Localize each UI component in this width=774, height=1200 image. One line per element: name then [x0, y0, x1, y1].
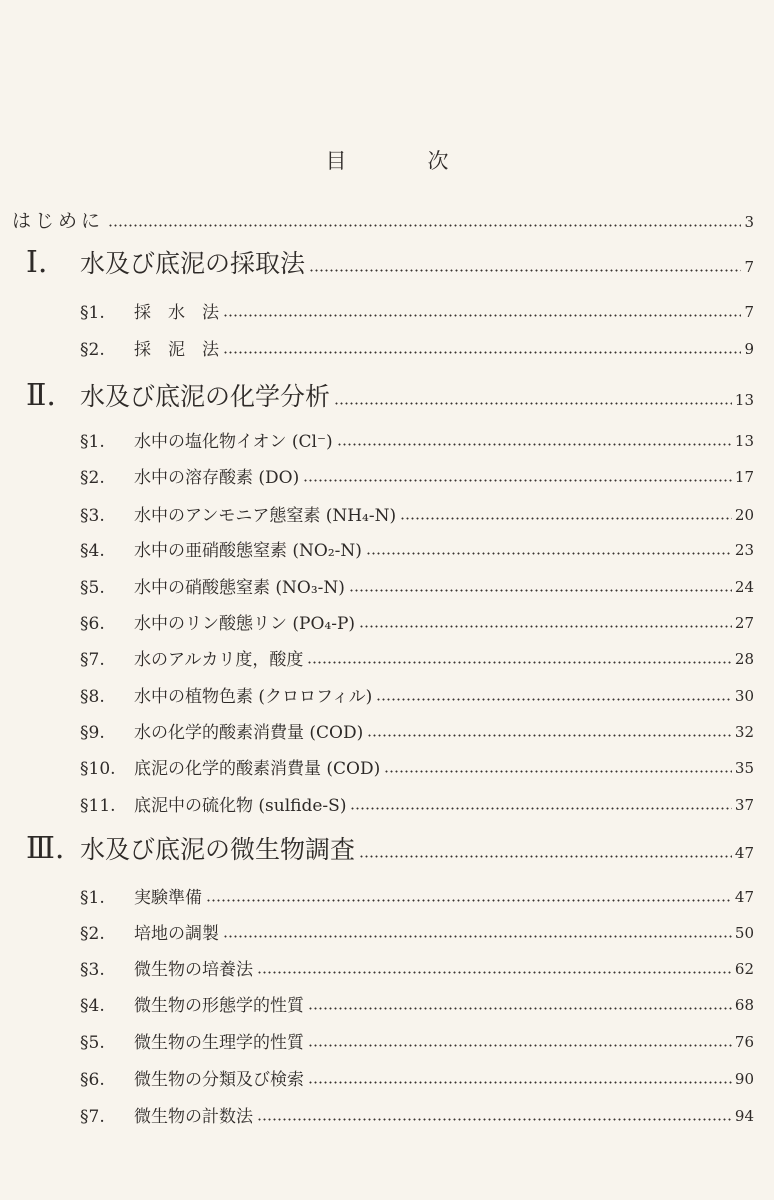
dot-leader	[384, 770, 732, 773]
entry-title: 水中の塩化物イオン (Cl⁻)	[134, 432, 333, 452]
toc-entry[interactable]	[0, 606, 774, 636]
page-number: 3	[744, 213, 754, 231]
page-number: 24	[734, 578, 754, 596]
dot-leader	[309, 269, 741, 272]
entry-number: §10.	[80, 759, 116, 779]
page-number: 76	[734, 1033, 754, 1051]
toc-entry[interactable]	[0, 245, 774, 280]
entry-title: 水中の溶存酸素 (DO)	[134, 468, 300, 488]
entry-title: 水のアルカリ度，酸度	[134, 650, 304, 670]
page-number: 37	[734, 796, 754, 814]
dot-leader	[334, 402, 732, 405]
entry-number: Ⅲ.	[26, 831, 65, 866]
entry-number: §4.	[80, 996, 105, 1016]
dot-leader	[349, 589, 732, 592]
toc-entry[interactable]	[0, 952, 774, 982]
entry-title: 水中の亜硝酸態窒素 (NO₂-N)	[134, 541, 362, 561]
toc-entry[interactable]	[0, 788, 774, 818]
dot-leader	[223, 935, 732, 938]
entry-title: 水中の植物色素 (クロロフィル)	[134, 687, 373, 707]
entry-number: §2.	[80, 468, 105, 488]
entry-title: 微生物の培養法	[134, 960, 253, 980]
page-number: 9	[744, 340, 754, 358]
entry-title: 微生物の計数法	[134, 1107, 253, 1127]
entry-number: §4.	[80, 541, 105, 561]
toc-entry[interactable]	[0, 751, 774, 781]
toc-entry[interactable]	[0, 916, 774, 946]
toc-entry[interactable]	[0, 831, 774, 866]
toc-entry[interactable]	[0, 460, 774, 490]
entry-title: 微生物の分類及び検索	[134, 1070, 304, 1090]
entry-title: 微生物の形態学的性質	[134, 996, 304, 1016]
entry-title: 培地の調製	[134, 924, 219, 944]
entry-number: Ⅱ.	[26, 378, 56, 413]
page-number: 23	[734, 541, 754, 559]
page-number: 27	[734, 614, 754, 632]
entry-number: §1.	[80, 888, 105, 908]
page-number: 28	[734, 650, 754, 668]
page-number: 7	[744, 303, 754, 321]
dot-leader	[359, 855, 732, 858]
entry-title: 水中のアンモニア態窒素 (NH₄-N)	[134, 506, 397, 526]
entry-title: 水及び底泥の採取法	[80, 249, 306, 278]
entry-title: 水中の硝酸態窒素 (NO₃-N)	[134, 578, 345, 598]
page-number: 17	[734, 468, 754, 486]
toc-entry[interactable]	[0, 424, 774, 454]
dot-leader	[308, 1007, 732, 1010]
dot-leader	[337, 443, 732, 446]
entry-title: 採 泥 法	[134, 340, 219, 360]
page-number: 35	[734, 759, 754, 777]
entry-title: 水及び底泥の微生物調査	[80, 835, 356, 864]
entry-number: Ⅰ.	[26, 245, 48, 280]
dot-leader	[223, 314, 741, 317]
page-number: 13	[734, 391, 754, 409]
dot-leader	[206, 899, 732, 902]
dot-leader	[350, 807, 732, 810]
page-number: 94	[734, 1107, 754, 1125]
entry-title: 採 水 法	[134, 303, 219, 323]
dot-leader	[307, 661, 732, 664]
dot-leader	[376, 698, 732, 701]
entry-number: §6.	[80, 614, 105, 634]
dot-leader	[400, 517, 732, 520]
toc-entry[interactable]	[0, 295, 774, 325]
toc-entry[interactable]	[0, 988, 774, 1018]
dot-leader	[308, 1044, 732, 1047]
entry-title: 底泥の化学的酸素消費量 (COD)	[134, 759, 381, 779]
page-number: 90	[734, 1070, 754, 1088]
page-title: 目 次	[325, 149, 479, 173]
toc-entry[interactable]	[0, 1099, 774, 1129]
page-number: 62	[734, 960, 754, 978]
toc-entry[interactable]	[0, 679, 774, 709]
entry-number: §5.	[80, 578, 105, 598]
entry-number: §2.	[80, 924, 105, 944]
entry-title: 底泥中の硫化物 (sulfide-S)	[134, 796, 347, 816]
entry-title: 水中のリン酸態リン (PO₄-P)	[134, 614, 356, 634]
entry-title: 微生物の生理学的性質	[134, 1033, 304, 1053]
page-number: 20	[734, 506, 754, 524]
page-number: 13	[734, 432, 754, 450]
toc-entry[interactable]	[0, 1025, 774, 1055]
entry-number: §7.	[80, 1107, 105, 1127]
toc-entry[interactable]	[0, 1062, 774, 1092]
dot-leader	[366, 552, 732, 555]
toc-entry[interactable]	[0, 642, 774, 672]
entry-number: §9.	[80, 723, 105, 743]
dot-leader	[108, 224, 741, 227]
dot-leader	[257, 971, 732, 974]
entry-number: §5.	[80, 1033, 105, 1053]
toc-entry[interactable]	[0, 378, 774, 413]
entry-number: §3.	[80, 506, 105, 526]
entry-number: §7.	[80, 650, 105, 670]
toc-entry[interactable]	[0, 533, 774, 563]
dot-leader	[223, 351, 741, 354]
toc-entry[interactable]	[0, 715, 774, 745]
page-number: 50	[734, 924, 754, 942]
entry-number: §1.	[80, 303, 105, 323]
dot-leader	[308, 1081, 732, 1084]
toc-entry[interactable]	[0, 332, 774, 362]
entry-number: §11.	[80, 796, 116, 816]
entry-title: 水及び底泥の化学分析	[80, 382, 331, 411]
entry-number: §8.	[80, 687, 105, 707]
toc-entry[interactable]	[0, 205, 774, 235]
entry-number: §1.	[80, 432, 105, 452]
entry-title: はじめに	[12, 210, 105, 232]
page-number: 68	[734, 996, 754, 1014]
dot-leader	[303, 479, 732, 482]
dot-leader	[359, 625, 732, 628]
toc-entry[interactable]	[0, 880, 774, 910]
entry-title: 水の化学的酸素消費量 (COD)	[134, 723, 364, 743]
dot-leader	[257, 1118, 732, 1121]
entry-number: §6.	[80, 1070, 105, 1090]
toc-entry[interactable]	[0, 498, 774, 528]
page-number: 47	[734, 888, 754, 906]
page-number: 30	[734, 687, 754, 705]
entry-number: §2.	[80, 340, 105, 360]
page-number: 7	[744, 258, 754, 276]
page-number: 47	[734, 844, 754, 862]
entry-title: 実験準備	[134, 888, 202, 908]
dot-leader	[367, 734, 732, 737]
page-number: 32	[734, 723, 754, 741]
toc-entry[interactable]	[0, 570, 774, 600]
entry-number: §3.	[80, 960, 105, 980]
